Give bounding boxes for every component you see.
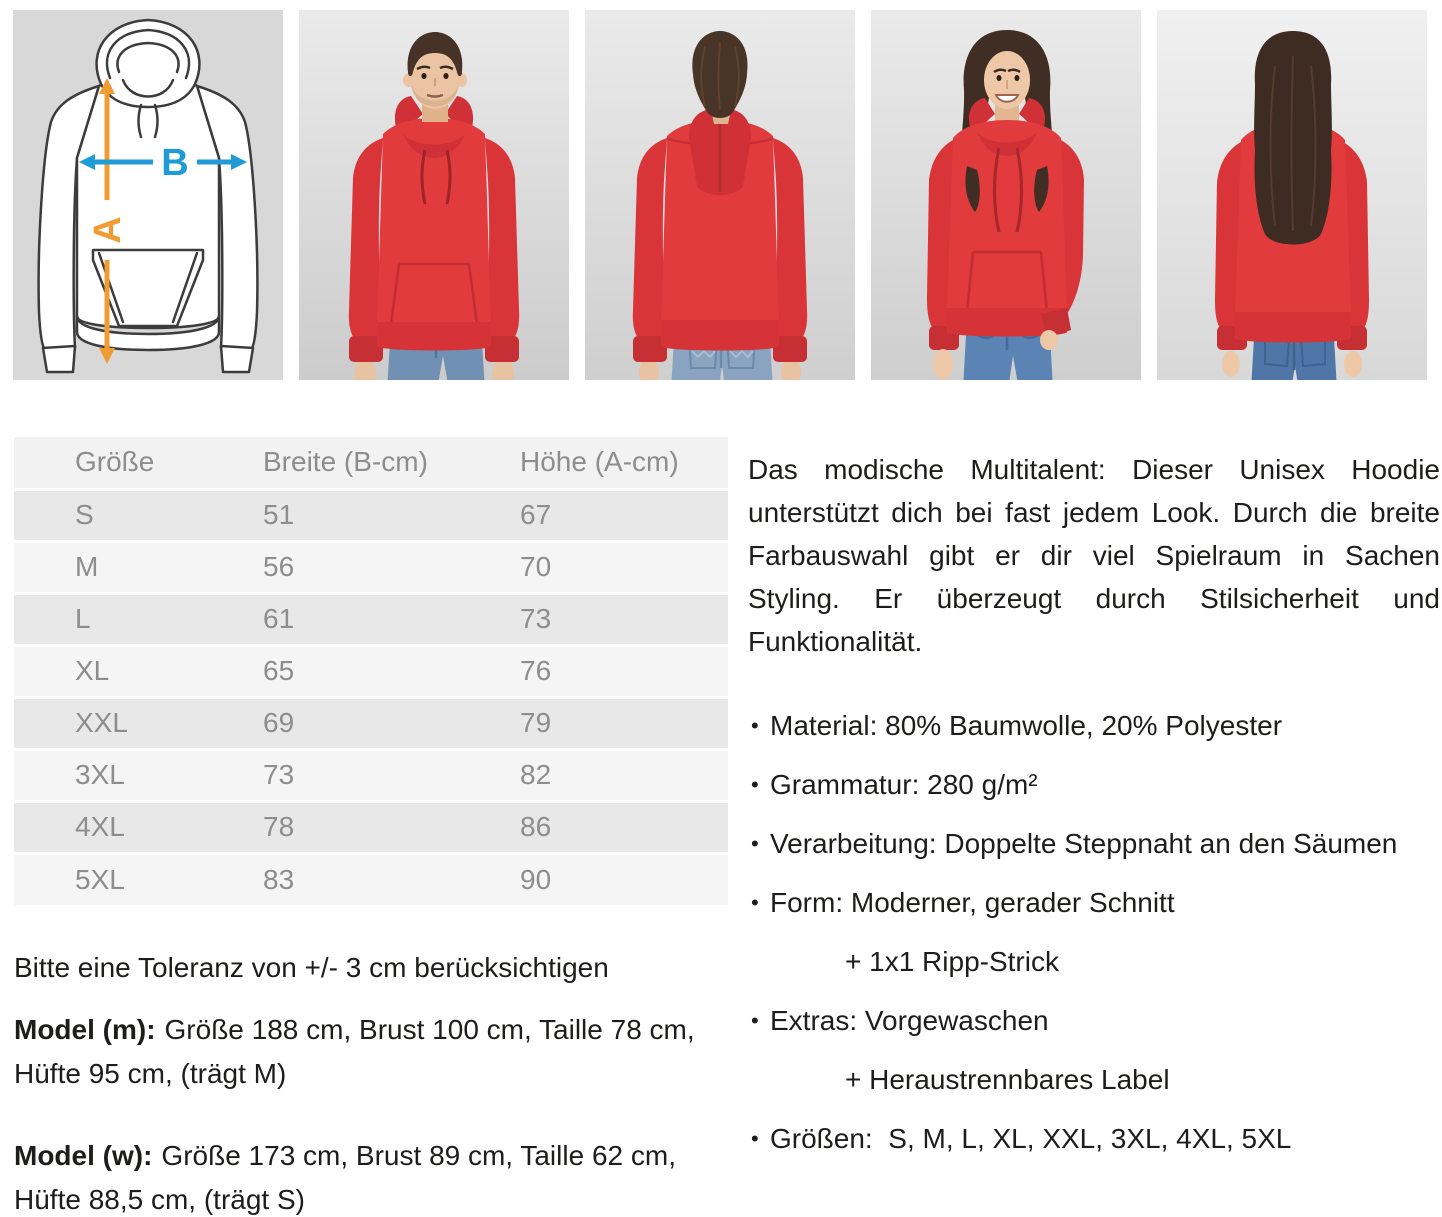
width-cell: 69 [263, 697, 520, 749]
male-back-photo [585, 10, 855, 380]
description-paragraph: Das modische Multitalent: Dieser Unisex Hoodie unterstützt dich bei fast jedem Look. Durch die breite Farbauswahl gibt er dir viel Spielraum in Sachen Styling. Er überzeugt durch Stilsicherheit und Funktionalität. [748, 454, 1440, 657]
size-table [14, 437, 728, 905]
spec-text: + 1x1 Ripp-Strick [845, 946, 1059, 977]
spec-text: Verarbeitung: Doppelte Steppnaht an den Säumen [770, 828, 1398, 859]
bullet-dot: • [751, 1126, 759, 1151]
photo-model-female-front [871, 10, 1141, 380]
measure-label-a: A [87, 216, 129, 244]
col-header-height: Höhe (A-cm) [520, 446, 679, 478]
bullet-dot: • [751, 890, 759, 915]
spec-text: Form: Moderner, gerader Schnitt [770, 887, 1175, 918]
height-cell: 86 [520, 801, 728, 853]
model-w-line1: Größe 173 cm, Brust 89 cm, Taille 62 cm, [161, 1140, 676, 1171]
product-image-strip [13, 10, 1429, 380]
size-cell: L [14, 593, 263, 645]
size-cell: XXL [14, 697, 263, 749]
col-header-width: Breite (B-cm) [263, 446, 428, 478]
size-cell: 5XL [14, 853, 263, 905]
model-m-note [14, 1008, 722, 1096]
table-row [14, 749, 728, 801]
width-cell: 78 [263, 801, 520, 853]
size-table-header-row [14, 437, 728, 489]
photo-model-male-front [299, 10, 569, 380]
width-cell: 56 [263, 541, 520, 593]
table-row [14, 593, 728, 645]
table-row [14, 853, 728, 905]
spec-item [748, 881, 1440, 924]
spec-item [748, 999, 1440, 1042]
spec-continuation-line [748, 940, 1440, 983]
width-cell: 65 [263, 645, 520, 697]
spec-item [748, 704, 1440, 747]
table-row [14, 541, 728, 593]
measure-label-b: B [161, 142, 189, 184]
tolerance-note: Bitte eine Toleranz von +/- 3 cm berücksichtigen [14, 952, 609, 983]
female-front-photo [871, 10, 1141, 380]
size-cell: 3XL [14, 749, 263, 801]
spec-item [748, 1117, 1440, 1160]
width-cell: 83 [263, 853, 520, 905]
bullet-dot: • [751, 1008, 759, 1033]
size-cell: XL [14, 645, 263, 697]
male-front-photo [299, 10, 569, 380]
bullet-dot: • [751, 713, 759, 738]
photo-model-female-back [1157, 10, 1427, 380]
model-m-line1: Größe 188 cm, Brust 100 cm, Taille 78 cm, [164, 1014, 695, 1045]
table-row [14, 645, 728, 697]
spec-item [748, 822, 1440, 865]
product-description [748, 448, 1440, 1176]
model-w-note [14, 1134, 722, 1217]
height-cell: 76 [520, 645, 728, 697]
height-cell: 82 [520, 749, 728, 801]
spec-text: Material: 80% Baumwolle, 20% Polyester [770, 710, 1283, 741]
model-w-line2: Hüfte 88,5 cm, (trägt S) [14, 1184, 305, 1215]
size-table-body [14, 489, 728, 905]
height-cell: 67 [520, 489, 728, 541]
spec-list [748, 704, 1440, 1160]
size-cell: 4XL [14, 801, 263, 853]
spec-text: Extras: Vorgewaschen [770, 1005, 1049, 1036]
spec-continuation-line [748, 1058, 1440, 1101]
spec-text: + Heraustrennbares Label [845, 1064, 1170, 1095]
width-cell: 61 [263, 593, 520, 645]
model-w-label: Model (w): [14, 1140, 153, 1171]
height-cell: 79 [520, 697, 728, 749]
height-cell: 73 [520, 593, 728, 645]
bullet-dot: • [751, 772, 759, 797]
height-cell: 70 [520, 541, 728, 593]
height-cell: 90 [520, 853, 728, 905]
female-back-photo [1157, 10, 1427, 380]
table-row [14, 697, 728, 749]
size-cell: M [14, 541, 263, 593]
bullet-dot: • [751, 831, 759, 856]
model-m-label: Model (m): [14, 1014, 156, 1045]
spec-text: Grammatur: 280 g/m² [770, 769, 1038, 800]
spec-text: Größen: S, M, L, XL, XXL, 3XL, 4XL, 5XL [770, 1123, 1292, 1154]
width-cell: 73 [263, 749, 520, 801]
size-diagram-panel [13, 10, 283, 380]
photo-model-male-back [585, 10, 855, 380]
col-header-size: Größe [75, 446, 155, 478]
hoodie-measure-diagram [13, 10, 283, 380]
table-row [14, 489, 728, 541]
table-row [14, 801, 728, 853]
spec-item [748, 763, 1440, 806]
width-cell: 51 [263, 489, 520, 541]
model-m-line2: Hüfte 95 cm, (trägt M) [14, 1058, 287, 1089]
size-cell: S [14, 489, 263, 541]
